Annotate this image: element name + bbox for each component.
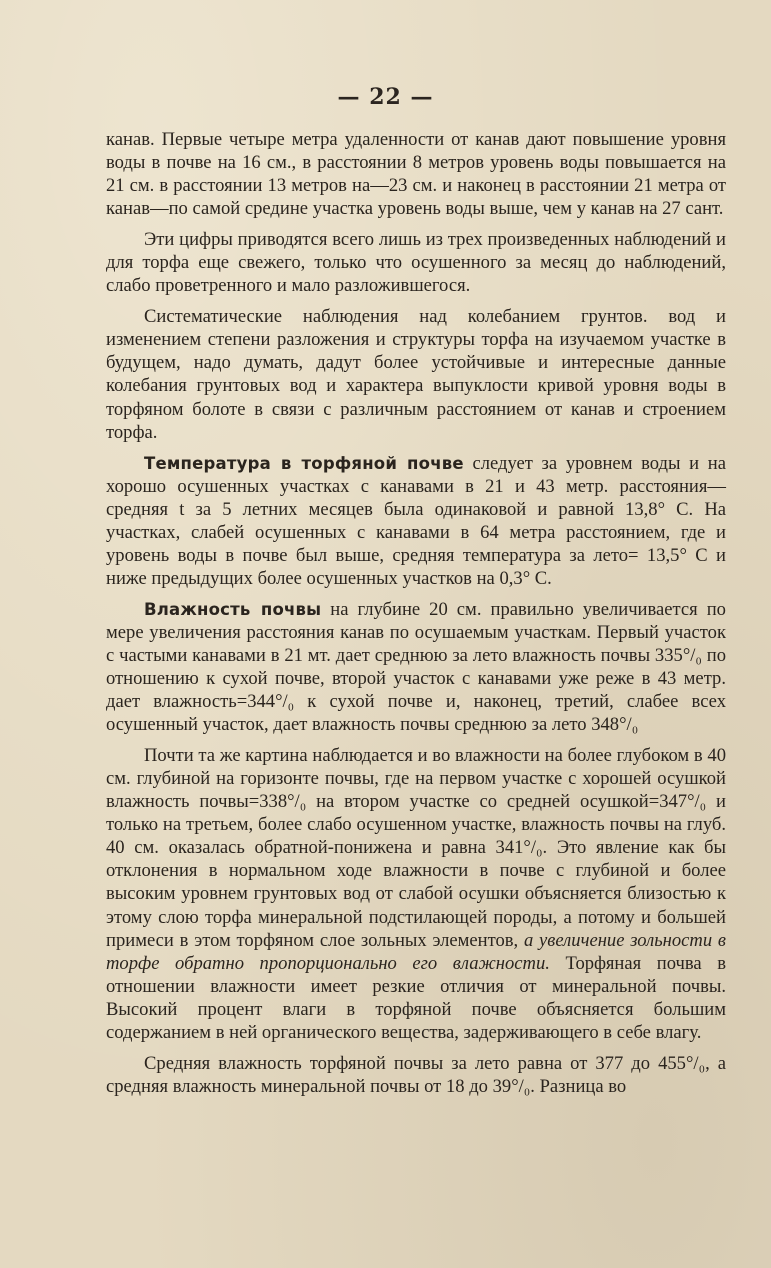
paragraph-4-text: следует за уровнем воды и на хорошо осушенных участках с канавами в 21 и 43 метр. расстояния— средняя t за 5 летних месяцев была одинаковой и равной 13,8° С. На участках, слабей осушенных с канавами в 64 метра расстоянием, где и уровень воды в почве был выше, средняя температура за лето= 13,5° С и ниже предыдущих более осушенных участков на 0,3° С. — [106, 452, 726, 589]
paragraph-3: Систематические наблюдения над колебанием грунтов. вод и изменением степени разложения и структуры торфа на изучаемом участке в будущем, надо думать, дадут более устойчивые и интересные данные колебания грунтовых вод и характера выпуклости кривой уровня воды в торфяном болоте в связи с различным расстоянием от канав и строением торфа. — [106, 306, 726, 443]
page-number: — 22 — — [337, 84, 434, 110]
paragraph-5 — [106, 598, 726, 736]
paragraph-7: Средняя влажность торфяной почвы за лето равна от 377 до 455°/₀, а средняя влажность минеральной почвы от 18 до 39°/₀. Разница во — [106, 1052, 726, 1097]
body-text — [106, 128, 726, 1106]
paragraph-6-text: Почти та же картина наблюдается и во влажности на более глубоком в 40 см. глубиной на горизонте почвы, где на первом участке с хорошей осушкой влажность почвы=338°/₀ на втором участке со средней осушкой=347°/₀ и только на третьем, более слабо осушенном участке, влажность почвы на глуб. 40 см. оказалась обратной-понижена и равна 341°/₀. Это явление как бы отклонения в нормальном ходе влажности в почве с глубиной и более высоким уровнем грунтовых вод от слабой осушки объясняется близостью к этому слою торфа минеральной подстилающей породы, а потому и большей примеси в этом торфяном слое зольных элементов, — [106, 745, 726, 951]
paragraph-1: канав. Первые четыре метра удаленности от канав дают повышение уровня воды в почве на 16 см., в расстоянии 8 метров уровень воды повышается на 21 см. в расстоянии 13 метров на—23 см. и наконец в расстоянии 21 метра от канав—по самой средине участка уровень воды выше, чем у канав на 27 сант. — [106, 129, 726, 220]
paragraph-5-text: на глубине 20 см. правильно увеличивается по мере увеличения расстояния канав по осушаемым участкам. Первый участок с частыми канавами в 21 мт. дает среднюю за лето влажность почвы 335°/₀ по отношению к сухой почве, второй участок с канавами уже реже в 43 метр. дает влажность=344°/₀ к сухой почве и, наконец, третий, слабее всех осушенный участок, дает влажность почвы среднюю за лето 348°/₀ — [106, 598, 726, 736]
paragraph-6 — [106, 744, 726, 1044]
paragraph-6-italic: а увеличение зольности в торфе обратно пропорционально его влажности. — [106, 929, 726, 974]
heading-temperature: Температура в торфяной почве — [144, 453, 464, 473]
paragraph-2: Эти цифры приводятся всего лишь из трех произведенных наблюдений и для торфа еще свежего, только что осушенного за месяц до наблюдений, слабо проветренного и мало разложившегося. — [106, 229, 726, 297]
heading-moisture: Влажность почвы — [144, 599, 322, 619]
paragraph-6-tail: Торфяная почва в отношении влажности имеет резкие отличия от минеральной почвы. Высокий процент влаги в торфяной почве объясняется большим содержанием в ней органического вещества, задерживающего в себе влагу. — [106, 952, 726, 1043]
paragraph-4 — [106, 452, 726, 590]
